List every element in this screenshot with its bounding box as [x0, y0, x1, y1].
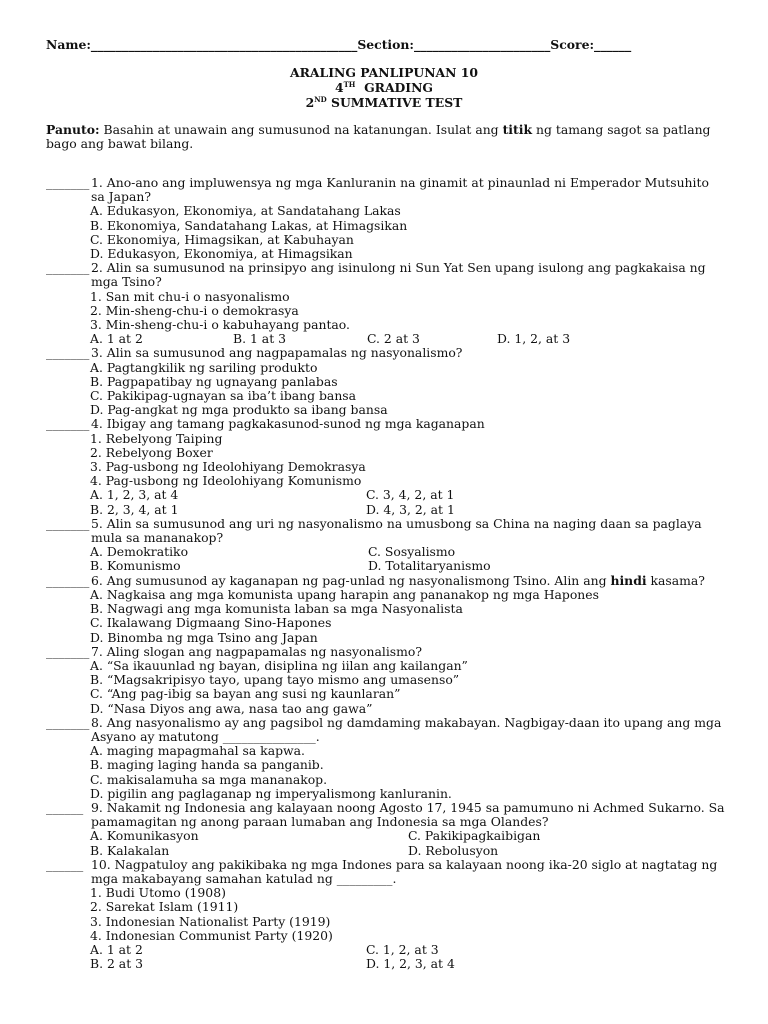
question-7-option-b: B. “Magsakripisyo tayo, upang tayo mismo ang umasenso”: [90, 672, 460, 688]
test-text: SUMMATIVE TEST: [331, 95, 463, 110]
question-10-choice-a: A. 1 at 2: [90, 941, 143, 957]
question-6-option-a: A. Nagkaisa ang mga komunista upang harapin ang pananakop ng mga Hapones: [90, 586, 599, 602]
section-field[interactable]: Section:______________________: [357, 37, 551, 52]
answer-blank-10[interactable]: ______: [46, 856, 84, 872]
question-4-item-2: 2. Rebelyong Boxer: [90, 444, 213, 460]
answer-blank-2[interactable]: _______: [46, 260, 90, 276]
question-6-option-c: C. Ikalawang Digmaang Sino-Hapones: [90, 615, 332, 631]
name-field[interactable]: Name:___________________________________________: [46, 37, 358, 52]
question-1-option-d: D. Edukasyon, Ekonomiya, at Himagsikan: [90, 246, 353, 262]
question-7-option-a: A. “Sa ikauunlad ng bayan, disiplina ng iilan ang kailangan”: [90, 657, 468, 673]
question-4-item-4: 4. Pag-usbong ng Ideolohiyang Komunismo: [90, 473, 362, 489]
question-4-choice-c: C. 3, 4, 2, at 1: [366, 487, 455, 503]
question-5-choice-c: C. Sosyalismo: [368, 544, 456, 560]
question-5-choice-a: A. Demokratiko: [90, 544, 189, 560]
question-7: [46, 645, 726, 659]
question-3-option-d: D. Pag-angkat ng mga produkto sa ibang bansa: [90, 402, 388, 418]
question-9-choice-d: D. Rebolusyon: [408, 842, 499, 858]
subject-title: ARALING PANLIPUNAN 10: [289, 65, 479, 80]
question-1-text: 1. Ano-ano ang impluwensya ng mga Kanluranin na ginamit at pinaunlad ni Emperador Mutsuhito sa Japan?: [91, 175, 709, 205]
question-6: [46, 574, 726, 588]
question-8-text: 8. Ang nasyonalismo ay ang pagsibol ng damdaming makabayan. Nagbigay-daan ito upang ang mga Asyano ay matutong _______________.: [91, 714, 722, 744]
question-2-choice-a: A. 1 at 2: [90, 331, 143, 347]
question-3: [46, 346, 726, 360]
answer-blank-7[interactable]: _______: [46, 643, 90, 659]
question-10-text: 10. Nagpatuloy ang pakikibaka ng mga Indones para sa kalayaan noong ika-20 siglo at nagtatag ng mga makabayang samahan katulad ng _________.: [91, 856, 718, 886]
question-9-choices-row-1: [46, 829, 726, 843]
question-1: [46, 176, 726, 204]
question-9-choice-c: C. Pakikipagkaibigan: [408, 828, 541, 844]
instructions: [46, 123, 726, 151]
question-9: [46, 801, 726, 829]
question-5-choices-row-1: [46, 545, 726, 559]
question-2-item-1: 1. San mit chu-i o nasyonalismo: [90, 288, 290, 304]
instructions-text-2: ng tamang sagot sa patlang bago ang bawat bilang.: [46, 122, 711, 152]
question-10-choice-b: B. 2 at 3: [90, 956, 143, 972]
question-2-choice-c: C. 2 at 3: [367, 331, 420, 347]
question-3-option-c: C. Pakikipag-ugnayan sa iba’t ibang bansa: [90, 388, 357, 404]
grading-number: 4: [334, 80, 344, 95]
question-list: [46, 176, 726, 971]
question-2: [46, 261, 726, 289]
question-7-option-d: D. “Nasa Diyos ang awa, nasa tao ang gawa”: [90, 700, 373, 716]
question-5-choice-b: B. Komunismo: [90, 558, 181, 574]
question-6-text-end: kasama?: [650, 572, 705, 588]
question-4-choices-row-1: [46, 488, 726, 502]
question-2-choice-d: D. 1, 2, at 3: [497, 331, 571, 347]
question-5-text: 5. Alin sa sumusunod ang uri ng nasyonalismo na umusbong sa China na naging daan sa paglaya mula sa mananakop?: [91, 515, 702, 546]
question-8-option-a: A. maging mapagmahal sa kapwa.: [90, 743, 305, 759]
question-1-option-a: A. Edukasyon, Ekonomiya, at Sandatahang Lakas: [90, 203, 401, 219]
question-9-text: 9. Nakamit ng Indonesia ang kalayaan noong Agosto 17, 1945 sa pamumuno ni Achmed Sukarno. Sa pamamagitan ng anong paraan lumaban ang Indonesia sa mga Olandes?: [91, 799, 725, 830]
question-10-item-2: 2. Sarekat Islam (1911): [90, 899, 239, 915]
question-10-item-4: 4. Indonesian Communist Party (1920): [90, 927, 333, 943]
question-4-choice-a: A. 1, 2, 3, at 4: [90, 487, 179, 503]
test-ordinal: ND: [314, 95, 327, 104]
question-7-text: 7. Aling slogan ang nagpapamalas ng nasyonalismo?: [91, 643, 423, 659]
question-2-item-3: 3. Min-sheng-chu-i o kabuhayang pantao.: [90, 317, 350, 333]
question-2-choice-b: B. 1 at 3: [233, 331, 286, 347]
instructions-label: Panuto:: [46, 122, 100, 137]
answer-blank-3[interactable]: _______: [46, 345, 90, 361]
question-4-text: 4. Ibigay ang tamang pagkakasunod-sunod ng mga kaganapan: [91, 416, 485, 432]
question-5: [46, 517, 726, 545]
question-4: [46, 417, 726, 431]
question-3-option-b: B. Pagpapatibay ng ugnayang panlabas: [90, 373, 338, 389]
test-number: 2: [305, 95, 315, 110]
question-6-option-b: B. Nagwagi ang mga komunista laban sa mga Nasyonalista: [90, 601, 463, 617]
answer-blank-1[interactable]: _______: [46, 175, 90, 190]
grading-text: GRADING: [364, 80, 434, 95]
instructions-text-1: Basahin at unawain ang sumusunod na katanungan. Isulat ang: [103, 122, 499, 137]
answer-blank-5[interactable]: _______: [46, 515, 90, 531]
question-6-keyword: hindi: [610, 572, 647, 588]
score-field[interactable]: Score:______: [550, 37, 632, 52]
question-3-option-a: A. Pagtangkilik ng sariling produkto: [90, 359, 318, 375]
question-9-choices-row-2: [46, 844, 726, 858]
answer-blank-4[interactable]: _______: [46, 416, 90, 432]
question-6-option-d: D. Binomba ng mga Tsino ang Japan: [90, 629, 318, 645]
question-4-choice-d: D. 4, 3, 2, at 1: [366, 501, 455, 517]
question-8-option-b: B. maging laging handa sa panganib.: [90, 757, 324, 773]
question-5-choices-row-2: [46, 559, 726, 573]
question-8-option-c: C. makisalamuha sa mga mananakop.: [90, 771, 328, 787]
grading-title: [0, 81, 768, 95]
question-10: [46, 858, 726, 886]
student-info-header: [46, 38, 726, 52]
question-1-option-c: C. Ekonomiya, Himagsikan, at Kabuhayan: [90, 231, 354, 247]
question-1-option-b: B. Ekonomiya, Sandatahang Lakas, at Himagsikan: [90, 217, 408, 233]
question-4-item-1: 1. Rebelyong Taiping: [90, 430, 223, 446]
answer-blank-8[interactable]: _______: [46, 714, 90, 730]
question-4-item-3: 3. Pag-usbong ng Ideolohiyang Demokrasya: [90, 459, 366, 475]
question-10-choice-c: C. 1, 2, at 3: [366, 941, 439, 957]
question-10-choice-d: D. 1, 2, 3, at 4: [366, 956, 455, 972]
question-10-choices-row-1: [46, 943, 726, 957]
answer-blank-6[interactable]: _______: [46, 572, 90, 588]
instructions-keyword: titik: [502, 122, 533, 137]
question-9-choice-b: B. Kalakalan: [90, 842, 170, 858]
question-4-choices-row-2: [46, 503, 726, 517]
question-2-item-2: 2. Min-sheng-chu-i o demokrasya: [90, 302, 299, 318]
question-2-choices: [46, 332, 726, 346]
question-8-option-d: D. pigilin ang paglaganap ng imperyalismong kanluranin.: [90, 785, 452, 801]
grading-ordinal: TH: [343, 80, 356, 89]
question-7-option-c: C. “Ang pag-ibig sa bayan ang susi ng kaunlaran”: [90, 686, 401, 702]
question-10-choices-row-2: [46, 957, 726, 971]
question-3-text: 3. Alin sa sumusunod ang nagpapamalas ng nasyonalismo?: [91, 345, 463, 361]
question-10-item-1: 1. Budi Utomo (1908): [90, 885, 226, 901]
question-10-item-3: 3. Indonesian Nationalist Party (1919): [90, 913, 331, 929]
question-4-choice-b: B. 2, 3, 4, at 1: [90, 501, 179, 517]
answer-blank-9[interactable]: ______: [46, 799, 84, 815]
question-2-text: 2. Alin sa sumusunod na prinsipyo ang isinulong ni Sun Yat Sen upang isulong ang pagkakaisa ng mga Tsino?: [91, 260, 706, 290]
question-9-choice-a: A. Komunikasyon: [90, 828, 199, 844]
test-title: [0, 96, 768, 110]
question-6-text: 6. Ang sumusunod ay kaganapan ng pag-unlad ng nasyonalismong Tsino. Alin ang: [91, 572, 607, 588]
question-5-choice-d: D. Totalitaryanismo: [368, 558, 491, 574]
question-8: [46, 716, 726, 744]
